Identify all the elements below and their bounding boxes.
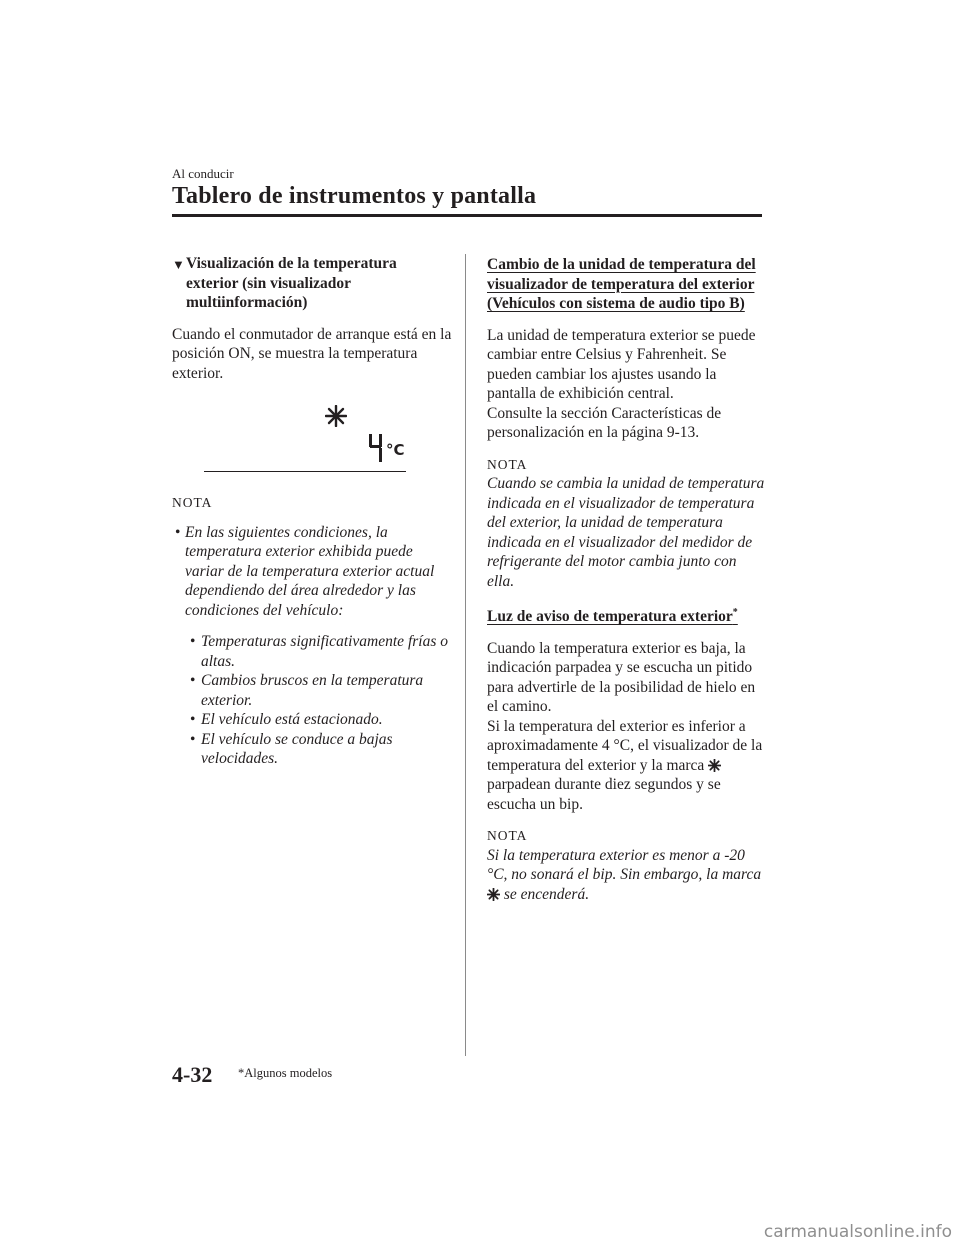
warning-detail-text-a: Si la temperatura del exterior es inferior a aproximadamente 4 °C, el visualizador de la temperatura del exterior y la marca xyxy=(487,717,763,774)
snowflake-icon xyxy=(708,759,721,772)
nota-label: NOTA xyxy=(487,456,528,472)
unit-change-heading: Cambio de la unidad de temperatura del visualizador de temperatura del exterior (Vehículos con sistema de audio tipo B) xyxy=(487,256,756,312)
footnote: *Algunos modelos xyxy=(238,1066,333,1080)
sub-bullet-text: Cambios bruscos en la temperatura exterior. xyxy=(201,672,424,709)
watermark: carmanualsonline.info xyxy=(763,1222,952,1242)
nota-bullet xyxy=(172,523,452,621)
nota-text: Cuando se cambia la unidad de temperatura indicada en el visualizador de temperatura del exterior, la unidad de temperatura indicada en el visualizador del medidor de refrigerante del motor cambia junto con ella. xyxy=(487,475,765,590)
nota-text-b: se encenderá. xyxy=(503,885,590,903)
footnote-mark: * xyxy=(732,607,738,618)
snowflake-icon xyxy=(325,405,347,427)
bullet-dot: • xyxy=(190,672,196,689)
left-column xyxy=(172,254,452,769)
triangle-icon: ▼ xyxy=(172,257,185,272)
page-number: 4-32 xyxy=(172,1062,213,1087)
nota-text xyxy=(487,846,767,905)
nota-bullet-text: En las siguientes condiciones, la temperatura exterior exhibida puede variar de la temperatura exterior actual dependiendo del área alrededor y las condiciones del vehículo: xyxy=(185,523,435,619)
section-heading-text: Visualización de la temperatura exterior (sin visualizador multiinformación) xyxy=(186,255,397,311)
temperature-display-figure xyxy=(172,401,452,479)
right-column xyxy=(487,255,767,904)
unit-change-paragraph: La unidad de temperatura exterior se puede cambiar entre Celsius y Fahrenheit. Se pueden cambiar los ajustes usando la pantalla de exhibición central. xyxy=(487,326,756,402)
sub-bullet-1 xyxy=(172,632,452,671)
warning-light-heading-text: Luz de aviso de temperatura exterior xyxy=(487,608,733,626)
warning-light-heading xyxy=(487,603,767,627)
sub-bullet-3 xyxy=(172,710,452,730)
sub-bullet-4 xyxy=(172,730,452,769)
snowflake-icon xyxy=(487,888,500,901)
section-heading xyxy=(172,254,452,313)
column-divider xyxy=(465,254,466,1056)
warning-detail-text-b: parpadean durante diez segundos y se escucha un bip. xyxy=(487,776,721,813)
section-label: Al conducir xyxy=(172,166,234,181)
celsius-unit: °C xyxy=(386,441,405,459)
figure-baseline xyxy=(204,471,406,472)
intro-paragraph: Cuando el conmutador de arranque está en la posición ON, se muestra la temperatura exterior. xyxy=(172,325,452,382)
title-rule xyxy=(172,214,762,217)
sub-bullet-text: Temperaturas significativamente frías o altas. xyxy=(201,633,448,670)
sub-bullet-text: El vehículo está estacionado. xyxy=(201,711,383,728)
page-title: Tablero de instrumentos y pantalla xyxy=(172,183,537,209)
warning-detail-paragraph xyxy=(487,717,767,815)
bullet-dot: • xyxy=(190,633,196,650)
sub-bullet-text: El vehículo se conduce a bajas velocidades. xyxy=(201,730,393,767)
warning-paragraph: Cuando la temperatura exterior es baja, la indicación parpadea y se escucha un pitido para advertirle de la posibilidad de hielo en el camino. xyxy=(487,639,756,716)
nota-label: NOTA xyxy=(172,495,213,510)
nota-text-a: Si la temperatura exterior es menor a -20 °C, no sonará el bip. Sin embargo, la marca xyxy=(487,846,762,884)
bullet-dot: • xyxy=(175,523,181,541)
unit-change-reference: Consulte la sección Características de personalización en la página 9-13. xyxy=(487,404,722,441)
segment-digit-4 xyxy=(368,433,384,463)
sub-bullet-2 xyxy=(172,671,452,710)
bullet-dot: • xyxy=(190,730,196,748)
bullet-dot: • xyxy=(190,711,196,728)
nota-label: NOTA xyxy=(487,828,528,844)
